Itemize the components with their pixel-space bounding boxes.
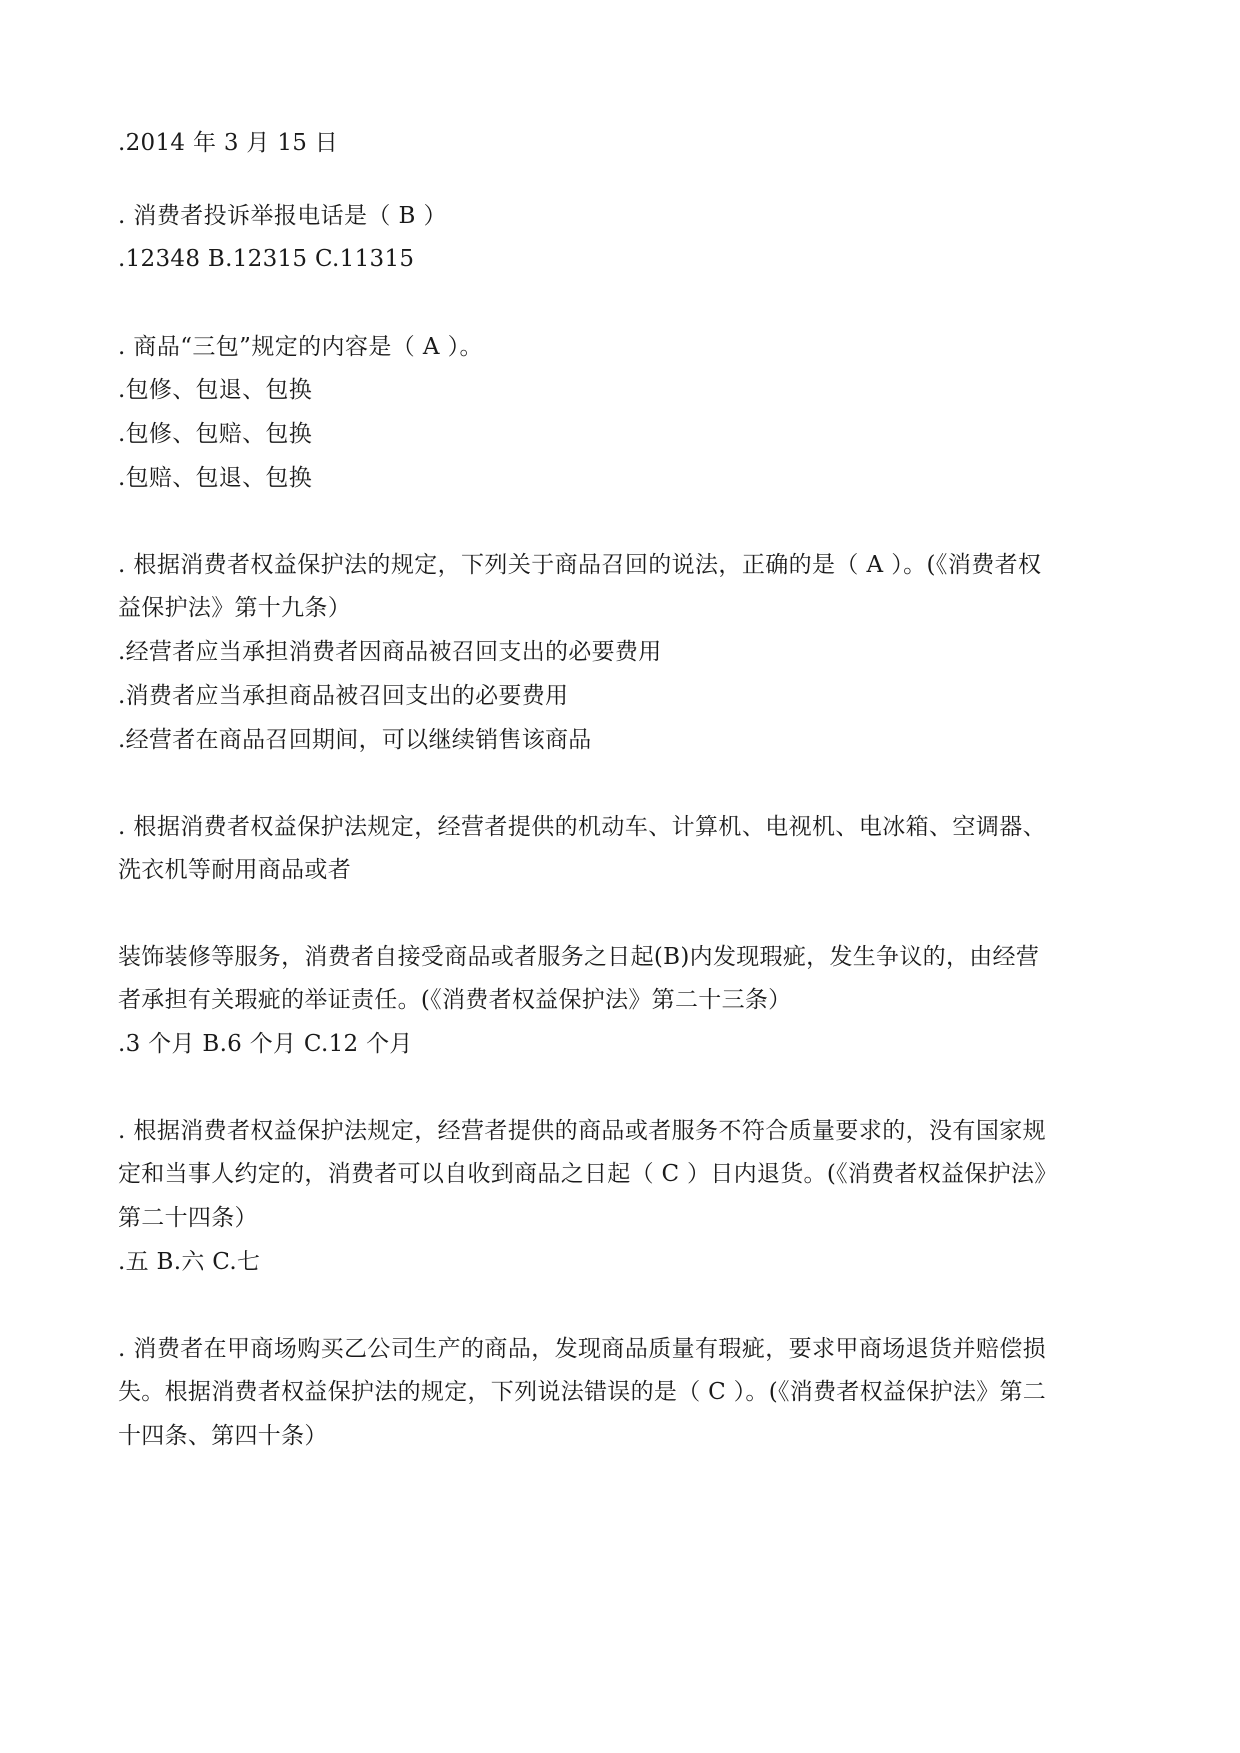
option-a-recall: .经营者应当承担消费者因商品被召回支出的必要费用: [118, 639, 662, 665]
options-return: .五 B.六 C.七: [118, 1249, 261, 1275]
question-durable-line4: 者承担有关瑕疵的举证责任。(《消费者权益保护法》第二十三条）: [118, 987, 792, 1013]
question-mall-line2: 失。根据消费者权益保护法的规定，下列说法错误的是（ C ）。(《消费者权益保护法》第二: [118, 1379, 1047, 1405]
question-durable-line1: . 根据消费者权益保护法规定，经营者提供的机动车、计算机、电视机、电冰箱、空调器、: [118, 814, 1047, 840]
question-return-line2: 定和当事人约定的，消费者可以自收到商品之日起（ C ）日内退货。(《消费者权益保护法》: [118, 1161, 1058, 1187]
question-hotline: . 消费者投诉举报电话是（ B ）: [118, 203, 447, 229]
question-mall-line1: . 消费者在甲商场购买乙公司生产的商品，发现商品质量有瑕疵，要求甲商场退货并赔偿损: [118, 1336, 1047, 1362]
question-durable-line3: 装饰装修等服务，消费者自接受商品或者服务之日起(B)内发现瑕疵，发生争议的，由经营: [118, 944, 1040, 970]
question-return-line3: 第二十四条）: [118, 1205, 258, 1231]
text-line-date: .2014 年 3 月 15 日: [118, 130, 339, 156]
option-a-three-guarantees: .包修、包退、包换: [118, 377, 313, 403]
question-mall-line3: 十四条、第四十条）: [118, 1423, 328, 1449]
option-b-three-guarantees: .包修、包赔、包换: [118, 421, 313, 447]
options-durable: .3 个月 B.6 个月 C.12 个月: [118, 1031, 413, 1057]
options-hotline: .12348 B.12315 C.11315: [118, 246, 415, 272]
option-c-recall: .经营者在商品召回期间，可以继续销售该商品: [118, 727, 592, 753]
question-recall-line1: . 根据消费者权益保护法的规定，下列关于商品召回的说法，正确的是（ A ）。(《消费者权: [118, 552, 1042, 578]
question-recall-line2: 益保护法》第十九条）: [118, 595, 351, 621]
option-b-recall: .消费者应当承担商品被召回支出的必要费用: [118, 683, 569, 709]
question-durable-line2: 洗衣机等耐用商品或者: [118, 857, 351, 883]
option-c-three-guarantees: .包赔、包退、包换: [118, 465, 313, 491]
question-return-line1: . 根据消费者权益保护法规定，经营者提供的商品或者服务不符合质量要求的，没有国家规: [118, 1118, 1047, 1144]
question-three-guarantees: . 商品“三包”规定的内容是（ A ）。: [118, 334, 483, 360]
